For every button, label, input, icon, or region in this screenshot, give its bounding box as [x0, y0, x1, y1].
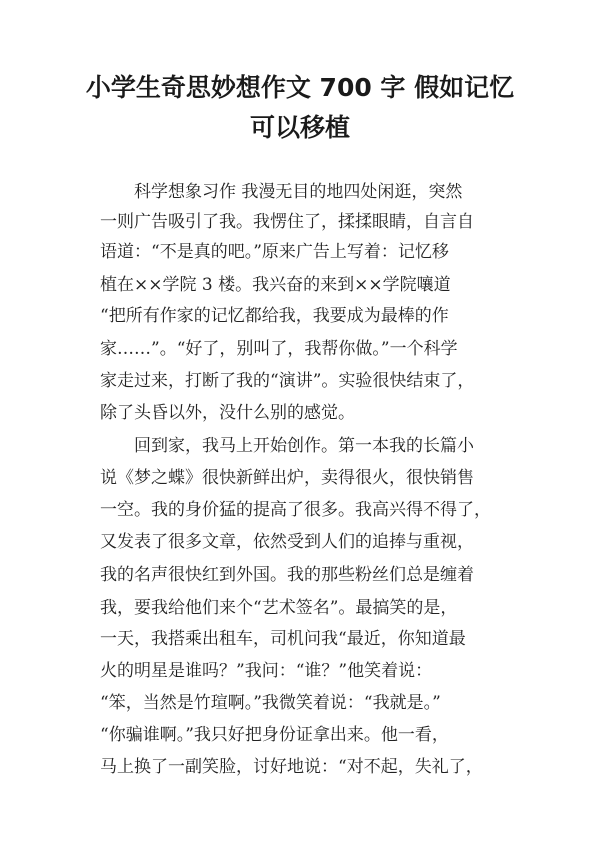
page-title-line-2: 可以移植 — [249, 113, 350, 142]
body-line: 科学想象习作 我漫无目的地四处闲逛，突然 — [134, 182, 463, 202]
body-line: 植在××学院 3 楼。我兴奋的来到××学院嚷道 — [100, 275, 451, 295]
body-line: 又发表了很多文章，依然受到人们的追捧与重视， — [100, 532, 474, 552]
body-line: 一则广告吸引了我。我愣住了，揉揉眼睛，自言自 — [100, 212, 474, 232]
body-line: 火的明星是谁吗？”我问：“谁？”他笑着说： — [100, 661, 433, 681]
body-line: 马上换了一副笑脸，讨好地说：“对不起，失礼了， — [100, 757, 483, 777]
body-line: 语道：“不是真的吧。”原来广告上写着：记忆移 — [100, 242, 449, 262]
body-line: 除了头昏以外，没什么别的感觉。 — [100, 403, 355, 423]
page-title-line-1: 小学生奇思妙想作文 700 字 假如记忆 — [85, 73, 515, 102]
body-line: 家……”。“好了，别叫了，我帮你做。”一个科学 — [100, 339, 458, 359]
body-line: “笨，当然是竹瑄啊。”我微笑着说：“我就是。” — [100, 693, 441, 713]
body-line: 我的名声很快红到外国。我的那些粉丝们总是缠着 — [100, 565, 474, 585]
body-line: 一天，我搭乘出租车，司机问我“最近，你知道最 — [100, 629, 466, 649]
body-line: 家走过来，打断了我的“演讲”。实验很快结束了， — [100, 371, 475, 391]
body-line: 说《梦之蝶》很快新鲜出炉，卖得很火，很快销售 — [100, 468, 474, 488]
body-line: “你骗谁啊。”我只好把身份证拿出来。他一看， — [100, 725, 449, 745]
body-line: “把所有作家的记忆都给我，我要成为最棒的作 — [100, 306, 449, 326]
body-line: 我，要我给他们来个“艺术签名”。最搞笑的是， — [100, 598, 458, 618]
body-line: 一空。我的身价猛的提高了很多。我高兴得不得了， — [100, 500, 491, 520]
body-line: 回到家，我马上开始创作。第一本我的长篇小 — [134, 436, 474, 456]
